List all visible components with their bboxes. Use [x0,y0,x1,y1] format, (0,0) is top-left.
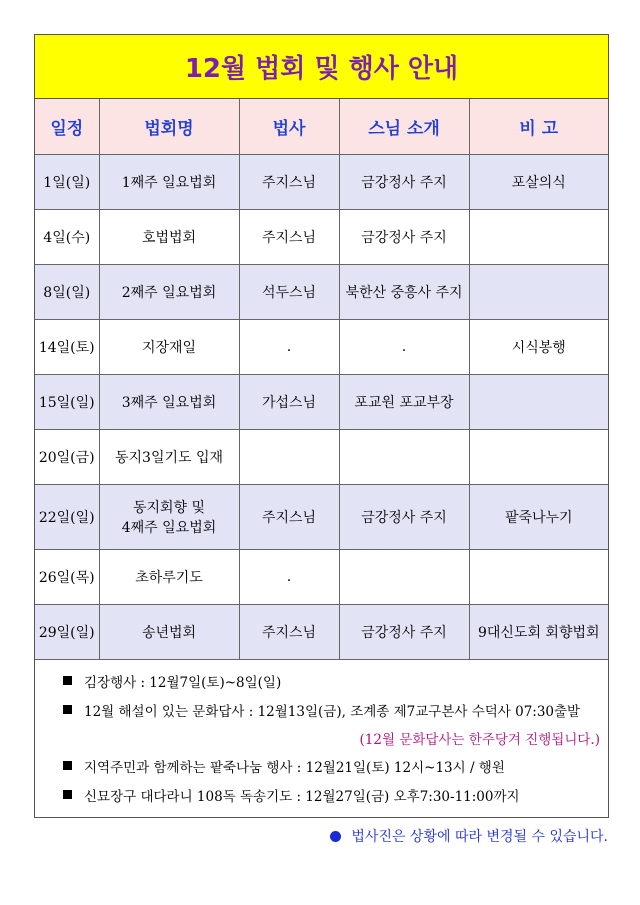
note-subtext: (12월 문화답사는 한주당겨 진행됩니다.) [359,731,600,748]
square-bullet-icon [63,761,72,770]
cell-master [239,430,339,485]
cell-note [469,265,608,320]
cell-name: 2째주 일요법회 [99,265,239,320]
table-row [35,320,608,375]
cell-date: 15일(일) [35,375,99,430]
note-item [35,780,608,809]
cell-intro: 금강정사 주지 [339,210,469,265]
cell-master: . [239,320,339,375]
cell-date: 8일(일) [35,265,99,320]
cell-intro: 금강정사 주지 [339,605,469,660]
table-row [35,485,608,550]
cell-note [469,210,608,265]
cell-intro [339,550,469,605]
header-note: 비 고 [469,99,608,155]
notes-section [35,660,608,817]
cell-note [469,375,608,430]
cell-name [99,485,239,550]
cell-date: 26일(목) [35,550,99,605]
cell-name: 송년법회 [99,605,239,660]
header-date: 일정 [35,99,99,155]
cell-note [469,430,608,485]
cell-master: 주지스님 [239,485,339,550]
cell-name: 초하루기도 [99,550,239,605]
table-row [35,155,608,210]
table-row [35,375,608,430]
note-item [35,751,608,780]
note-text: 지역주민과 함께하는 팥죽나눔 행사 : 12월21일(토) 12시~13시 / 행원 [84,759,505,776]
cell-note: 9대신도회 회향법회 [469,605,608,660]
circle-bullet-icon [330,831,341,842]
table-row [35,430,608,485]
table-row [35,210,608,265]
header-intro: 스님 소개 [339,99,469,155]
header-row [35,99,608,155]
footer-note [330,826,608,846]
cell-name: 지장재일 [99,320,239,375]
cell-master: 석두스님 [239,265,339,320]
square-bullet-icon [63,705,72,714]
cell-date: 14일(토) [35,320,99,375]
table-row [35,605,608,660]
note-item [35,695,608,724]
page-title: 12월 법회 및 행사 안내 [35,35,608,99]
footer-text: 법사진은 상황에 따라 변경될 수 있습니다. [351,829,608,845]
cell-note: 팥죽나누기 [469,485,608,550]
cell-name-line1: 동지회향 및 [132,500,206,516]
schedule-sheet [34,34,609,818]
cell-date: 1일(일) [35,155,99,210]
cell-name: 1째주 일요법회 [99,155,239,210]
schedule-table [35,99,608,660]
cell-name: 동지3일기도 입재 [99,430,239,485]
header-name: 법회명 [99,99,239,155]
cell-master: 주지스님 [239,210,339,265]
cell-intro: 북한산 중흥사 주지 [339,265,469,320]
cell-intro: 금강정사 주지 [339,485,469,550]
note-text: 12월 해설이 있는 문화답사 : 12월13일(금), 조계종 제7교구본사 수덕사 07:30출발 [84,703,581,720]
cell-master: 주지스님 [239,605,339,660]
cell-date: 20일(금) [35,430,99,485]
cell-master: 주지스님 [239,155,339,210]
cell-note: 포살의식 [469,155,608,210]
cell-name: 호법법회 [99,210,239,265]
cell-date: 4일(수) [35,210,99,265]
note-text: 신묘장구 대다라니 108독 독송기도 : 12월27일(금) 오후7:30-11:00까지 [84,788,520,805]
note-item [35,666,608,695]
cell-intro: . [339,320,469,375]
cell-note: 시식봉행 [469,320,608,375]
cell-date: 29일(일) [35,605,99,660]
cell-intro [339,430,469,485]
cell-master: 가섭스님 [239,375,339,430]
cell-date: 22일(일) [35,485,99,550]
square-bullet-icon [63,676,72,685]
square-bullet-icon [63,790,72,799]
cell-name: 3째주 일요법회 [99,375,239,430]
cell-intro: 금강정사 주지 [339,155,469,210]
cell-note [469,550,608,605]
cell-intro: 포교원 포교부장 [339,375,469,430]
cell-name-line2: 4째주 일요법회 [121,520,217,536]
header-master: 법사 [239,99,339,155]
cell-master: . [239,550,339,605]
note-text: 김장행사 : 12월7일(토)~8일(일) [84,674,282,691]
table-row [35,265,608,320]
table-row [35,550,608,605]
